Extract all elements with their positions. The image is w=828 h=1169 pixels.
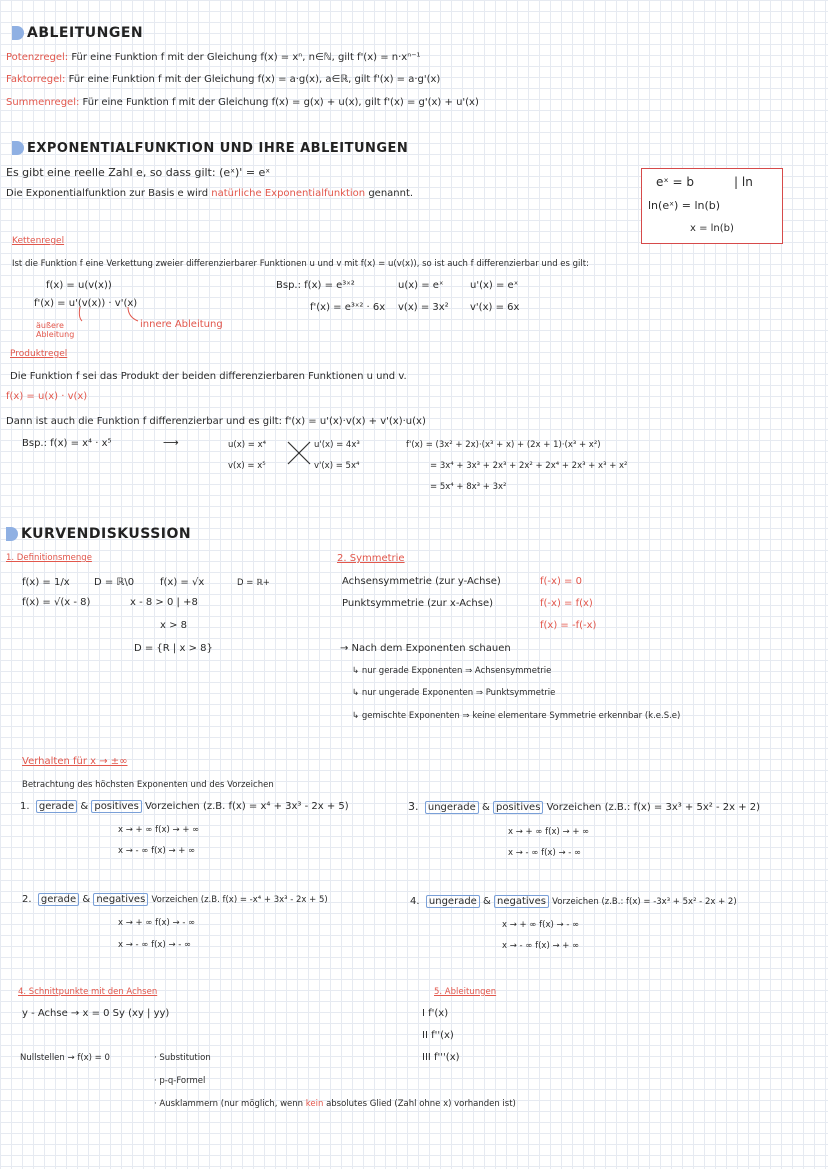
exp-rule1: ↳ nur gerade Exponenten ⇒ Achsensymmetrie: [352, 666, 552, 676]
case-3: 3. ungerade & positives Vorzeichen (z.B.: f(x) = 3x³ + 5x² - 2x + 2): [408, 800, 761, 813]
heading-bar: [200, 528, 818, 546]
sym-punkt-f: f(-x) = f(x): [540, 598, 593, 609]
produkt-uprime: u'(x) = 4x³: [314, 440, 360, 450]
box-line3: x = ln(b): [690, 223, 734, 234]
def-f1: f(x) = 1/x: [22, 577, 70, 588]
def-d3: x - 8 > 0 | +8: [130, 597, 198, 608]
case-1-line2: x → - ∞ f(x) → + ∞: [118, 846, 196, 856]
heading-marker: [12, 26, 24, 40]
ketten-u: u(x) = eˣ: [398, 280, 444, 291]
heading-text: EXPONENTIALFUNKTION UND IHRE ABLEITUNGEN: [27, 140, 409, 156]
produkt-arrow: ⟶: [163, 436, 179, 449]
sym-punkt: Punktsymmetrie (zur x-Achse): [342, 598, 493, 609]
schnitt-ausklammern: · Ausklammern (nur möglich, wenn kein absolutes Glied (Zahl ohne x) vorhanden ist): [154, 1099, 516, 1109]
schnitt-y: y - Achse → x = 0 Sy (xy | yy): [22, 1008, 170, 1019]
ln-formula-box: [641, 168, 783, 244]
kettenregel-text: Ist die Funktion f eine Verkettung zweier differenzierbarer Funktionen u und v mit f(x) = u(v(x)), so ist auch f differenzierbar und es gilt:: [12, 259, 589, 269]
heading-text: KURVENDISKUSSION: [21, 526, 192, 542]
section-heading-exponential: [12, 139, 408, 157]
sym-achsen: Achsensymmetrie (zur y-Achse): [342, 576, 501, 587]
heading-text: ABLEITUNGEN: [27, 25, 144, 41]
box-line2: ln(eˣ) = ln(b): [648, 199, 721, 212]
case-3-line2: x → - ∞ f(x) → - ∞: [508, 848, 582, 858]
box-line1: eˣ = b: [656, 175, 695, 189]
produktregel-text: Die Funktion f sei das Produkt der beiden differenzierbaren Funktionen u und v.: [10, 371, 407, 382]
schnitt-pq: · p-q-Formel: [154, 1076, 206, 1086]
exp-line1: Es gibt eine reelle Zahl e, so dass gilt: (eˣ)' = eˣ: [6, 166, 271, 179]
def-d2: D = ℝ+: [237, 578, 270, 588]
ketten-v: v(x) = 3x²: [398, 302, 449, 313]
heading-marker: [6, 527, 18, 541]
case-2: 2. gerade & negatives Vorzeichen (z.B. f(x) = -x⁴ + 3x³ - 2x + 5): [22, 894, 328, 905]
case-4: 4. ungerade & negatives Vorzeichen (z.B.: f(x) = -3x³ + 5x² - 2x + 2): [410, 896, 737, 907]
def-f3: f(x) = √(x - 8): [22, 597, 91, 608]
produkt-bsp: Bsp.: f(x) = x⁴ · x⁵: [22, 438, 112, 449]
case-2-line2: x → - ∞ f(x) → - ∞: [118, 940, 192, 950]
produkt-result1: f'(x) = (3x² + 2x)·(x³ + x) + (2x + 1)·(x³ + x²): [406, 440, 601, 450]
sym-achsen-f: f(-x) = 0: [540, 576, 582, 587]
ketten-arrows: [60, 305, 140, 325]
box-line1b: | ln: [734, 175, 753, 189]
def-d4: x > 8: [160, 620, 188, 631]
ableitung-1: I f'(x): [422, 1008, 449, 1019]
section-heading-kurvendiskussion: [6, 525, 191, 543]
case-4-line1: x → + ∞ f(x) → - ∞: [502, 920, 580, 930]
case-1-line1: x → + ∞ f(x) → + ∞: [118, 825, 200, 835]
heading-marker: [12, 141, 24, 155]
definitionsmenge-heading: 1. Definitionsmenge: [6, 553, 92, 563]
case-1: 1. gerade & positives Vorzeichen (z.B. f(x) = x⁴ + 3x³ - 2x + 5): [20, 801, 349, 812]
case-2-line1: x → + ∞ f(x) → - ∞: [118, 918, 196, 928]
heading-bar: [430, 142, 818, 160]
produktregel-dann: Dann ist auch die Funktion f differenzierbar und es gilt: f'(x) = u'(x)·v(x) + v'(x)·u(x): [6, 416, 426, 427]
exp-rule2: ↳ nur ungerade Exponenten ⇒ Punktsymmetrie: [352, 688, 556, 698]
verhalten-intro: Betrachtung des höchsten Exponenten und des Vorzeichen: [22, 780, 274, 790]
def-d1: D = ℝ\0: [94, 577, 135, 588]
ketten-inner-label: innere Ableitung: [140, 319, 223, 330]
section-heading-ableitungen: [12, 24, 143, 42]
potenzregel-line: Potenzregel: Für eine Funktion f mit der Gleichung f(x) = xⁿ, n∈ℕ, gilt f'(x) = n·xⁿ⁻¹: [6, 52, 421, 63]
schnittpunkte-heading: 4. Schnittpunkte mit den Achsen: [18, 987, 158, 997]
symmetrie-heading: 2. Symmetrie: [337, 553, 405, 564]
schnitt-null: Nullstellen → f(x) = 0: [20, 1053, 110, 1063]
case-4-line2: x → - ∞ f(x) → + ∞: [502, 941, 580, 951]
produkt-v: v(x) = x⁵: [228, 461, 266, 471]
produktregel-heading: Produktregel: [10, 349, 68, 359]
produkt-cross: [286, 440, 312, 466]
kettenregel-heading: Kettenregel: [12, 236, 65, 246]
schnitt-sub: · Substitution: [154, 1053, 211, 1063]
ketten-f: f(x) = u(v(x)): [46, 280, 112, 291]
ketten-outer-label: äußere Ableitung: [36, 321, 75, 339]
summenregel-line: Summenregel: Für eine Funktion f mit der Gleichung f(x) = g(x) + u(x), gilt f'(x) = g'(x) + u'(x): [6, 97, 479, 108]
heading-bar: [148, 28, 818, 46]
ableitung-2: II f''(x): [422, 1030, 454, 1041]
produkt-result3: = 5x⁴ + 8x³ + 3x²: [430, 482, 507, 492]
case-3-line1: x → + ∞ f(x) → + ∞: [508, 827, 590, 837]
ketten-vprime: v'(x) = 6x: [470, 302, 520, 313]
produkt-u: u(x) = x⁴: [228, 440, 267, 450]
def-f2: f(x) = √x: [160, 577, 205, 588]
produktregel-f: f(x) = u(x) · v(x): [6, 391, 88, 402]
exp-line2: Die Exponentialfunktion zur Basis e wird natürliche Exponentialfunktion genannt.: [6, 188, 414, 199]
ableitungen-heading: 5. Ableitungen: [434, 987, 497, 997]
ableitung-3: III f'''(x): [422, 1052, 460, 1063]
exp-rule0: → Nach dem Exponenten schauen: [340, 643, 511, 654]
ketten-fprime: f'(x) = u'(v(x)) · v'(x): [34, 298, 138, 309]
faktorregel-line: Faktorregel: Für eine Funktion f mit der Gleichung f(x) = a·g(x), a∈ℝ, gilt f'(x) = a·g'(x): [6, 74, 441, 85]
produkt-result2: = 3x⁴ + 3x³ + 2x³ + 2x² + 2x⁴ + 2x³ + x³ + x²: [430, 461, 628, 471]
verhalten-heading: Verhalten für x → ±∞: [22, 756, 128, 767]
produkt-vprime: v'(x) = 5x⁴: [314, 461, 360, 471]
ketten-bsp-fprime: f'(x) = e³ˣ² · 6x: [310, 302, 386, 313]
ketten-uprime: u'(x) = eˣ: [470, 280, 519, 291]
ketten-bsp-f: Bsp.: f(x) = e³ˣ²: [276, 280, 355, 291]
def-d5: D = {R | x > 8}: [134, 643, 213, 654]
exp-rule3: ↳ gemischte Exponenten ⇒ keine elementare Symmetrie erkennbar (k.e.S.e): [352, 711, 681, 721]
sym-punkt-f2: f(x) = -f(-x): [540, 620, 597, 631]
